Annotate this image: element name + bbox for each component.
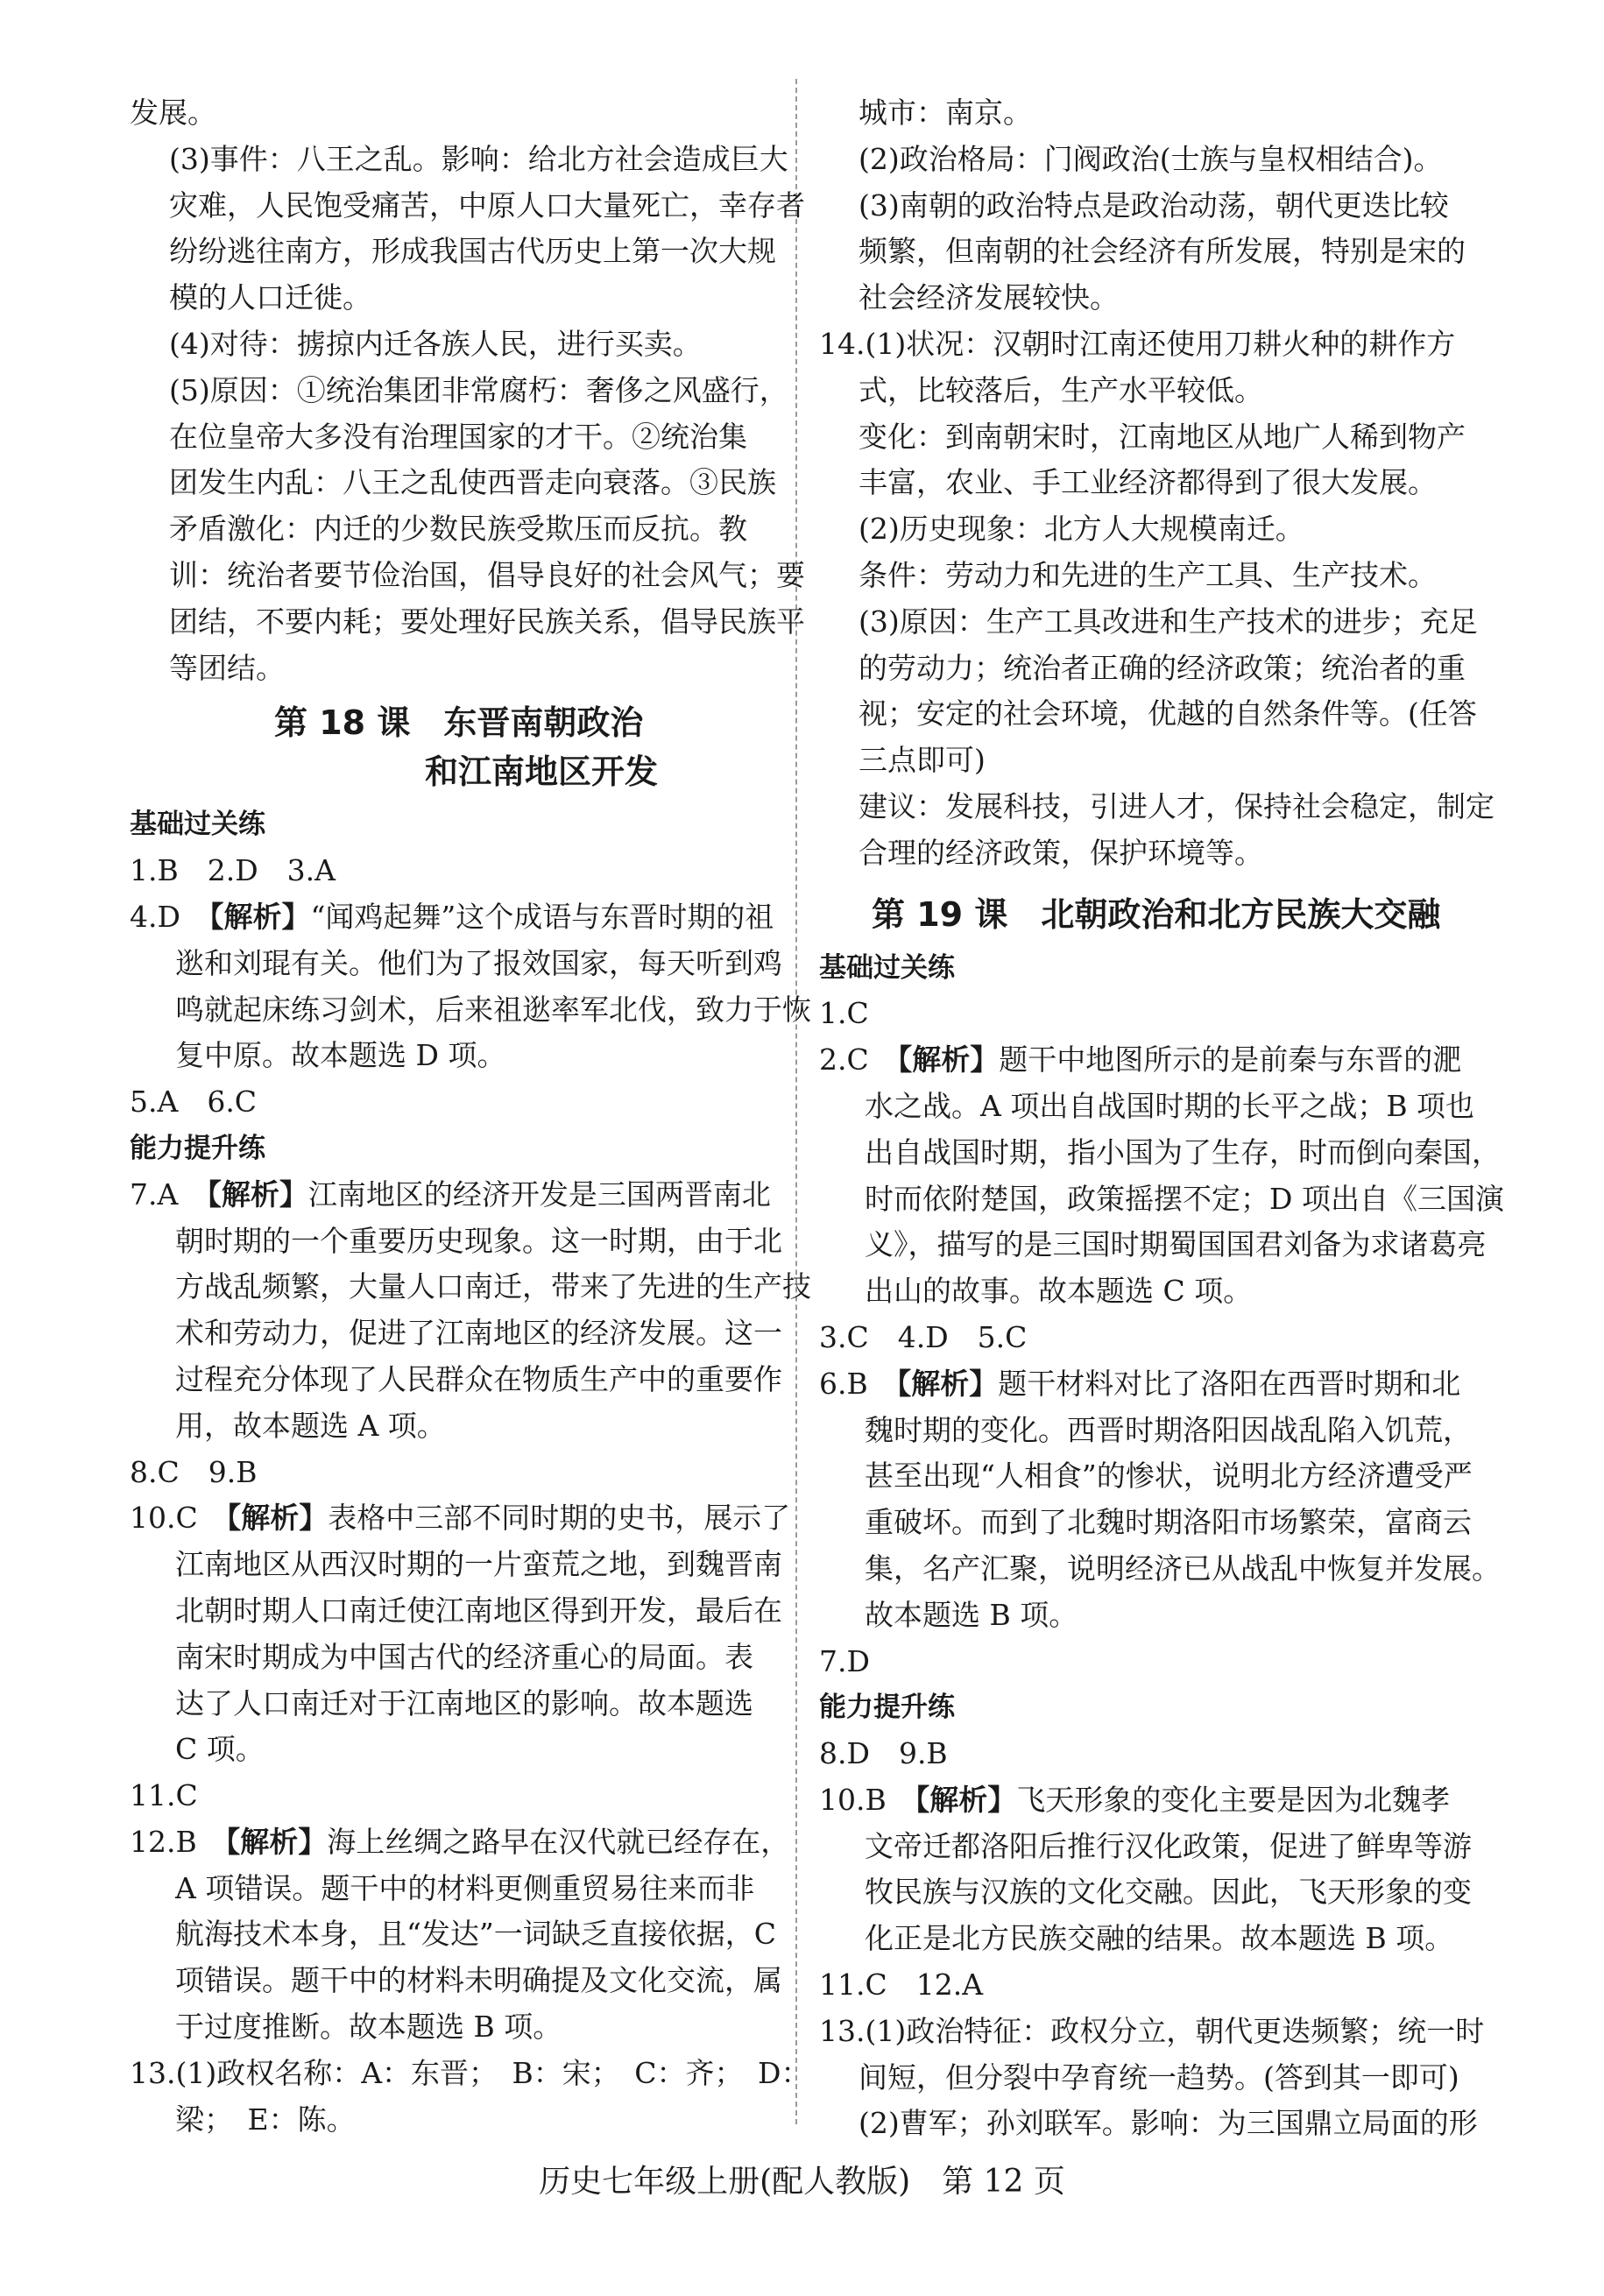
text-line: 达了人口南迁对于江南地区的影响。故本题选 xyxy=(175,1685,753,1720)
analysis-text: “闻鸡起舞”这个成语与东晋时期的祖 xyxy=(310,899,774,934)
answer-line xyxy=(130,1819,790,1866)
text-line: 项错误。题干中的材料未明确提及文化交流，属 xyxy=(175,1963,782,1998)
text-line: 训：统治者要节俭治国，倡导良好的社会风气；要 xyxy=(169,557,805,592)
answer-line xyxy=(130,894,787,941)
text-line: (3)事件：八王之乱。影响：给北方社会造成巨大 xyxy=(169,141,788,176)
answer-line: 11.C xyxy=(130,1778,198,1813)
answer-line: 1.C xyxy=(819,996,869,1031)
text-line: 条件：劳动力和先进的生产工具、生产技术。 xyxy=(859,557,1437,592)
analysis-tag: 【解析】 xyxy=(896,1366,999,1401)
text-line: 文帝迁都洛阳后推行汉化政策，促进了鲜卑等游 xyxy=(865,1828,1472,1863)
analysis-text: 江南地区的经济开发是三国两晋南北 xyxy=(307,1176,771,1212)
text-line: 模的人口迁徙。 xyxy=(169,280,371,315)
text-line: 航海技术本身，且“发达”一词缺乏直接依据，C xyxy=(175,1917,776,1952)
text-line: 魏时期的变化。西晋时期洛阳因战乱陷入饥荒， xyxy=(865,1412,1472,1447)
answer-number: 6.B xyxy=(819,1366,897,1401)
answer-line xyxy=(130,1172,787,1219)
text-line: 在位皇帝大多没有治理国家的才干。②统治集 xyxy=(169,419,747,454)
right-column xyxy=(819,90,1504,2147)
text-line: 团发生内乱：八王之乱使西晋走向衰落。③民族 xyxy=(169,465,776,500)
text-line: 南宋时期成为中国古代的经济重心的局面。表 xyxy=(175,1639,753,1674)
answer-number: 10.C xyxy=(130,1501,227,1536)
text-line: 用，故本题选 A 项。 xyxy=(175,1408,446,1443)
analysis-text: 题干材料对比了洛阳在西晋时期和北 xyxy=(998,1366,1461,1401)
text-line: 城市：南京。 xyxy=(859,95,1032,130)
text-line: 故本题选 B 项。 xyxy=(865,1597,1078,1632)
text-line: (2)政治格局：门阀政治(士族与皇权相结合)。 xyxy=(859,141,1443,176)
answer-line: 11.C 12.A xyxy=(819,1967,984,2003)
page-footer: 历史七年级上册(配人教版) 第 12 页 xyxy=(539,2164,1065,2200)
text-line: 复中原。故本题选 D 项。 xyxy=(175,1038,506,1073)
answer-line xyxy=(130,1495,791,1542)
text-line: (5)原因：①统治集团非常腐朽：奢侈之风盛行， xyxy=(169,372,788,407)
text-line: 重破坏。而到了北魏时期洛阳市场繁荣，富商云 xyxy=(865,1505,1472,1540)
text-line: A 项错误。题干中的材料更侧重贸易往来而非 xyxy=(175,1870,755,1905)
left-column xyxy=(130,90,811,2143)
text-line: 三点即可) xyxy=(859,743,986,778)
answer-line xyxy=(819,1777,1476,1824)
answer-number: 2.C xyxy=(819,1042,898,1077)
answer-number: 7.A xyxy=(130,1176,208,1212)
text-line: 梁； E：陈。 xyxy=(175,2102,356,2137)
answer-number: 10.B xyxy=(819,1782,915,1817)
answer-line: 1.B 2.D 3.A xyxy=(130,853,336,888)
text-line: 灾难，人民饱受痛苦，中原人口大量死亡，幸存者 xyxy=(169,187,805,223)
text-line: 化正是北方民族交融的结果。故本题选 B 项。 xyxy=(865,1921,1454,1956)
text-line: 视；安定的社会环境，优越的自然条件等。(任答 xyxy=(859,696,1477,731)
section-heading-basic: 基础过关练 xyxy=(130,809,265,841)
text-line: 团结，不要内耗；要处理好民族关系，倡导民族平 xyxy=(169,604,805,639)
text-line: (3)原因：生产工具改进和生产技术的进步；充足 xyxy=(859,604,1478,639)
text-line: 频繁，但南朝的社会经济有所发展，特别是宋的 xyxy=(859,234,1466,269)
text-line: C 项。 xyxy=(175,1732,265,1767)
analysis-text: 题干中地图所示的是前秦与东晋的淝 xyxy=(999,1042,1462,1077)
answer-number: 4.D xyxy=(130,899,209,934)
analysis-tag: 【解析】 xyxy=(225,1824,328,1859)
text-line: 的劳动力；统治者正确的经济政策；统治者的重 xyxy=(859,650,1466,685)
text-line: 等团结。 xyxy=(169,650,285,685)
analysis-tag: 【解析】 xyxy=(207,1176,308,1212)
text-line: 牧民族与汉族的文化交融。因此，飞天形象的变 xyxy=(865,1875,1472,1910)
text-line: 集，名产汇聚，说明经济已从战乱中恢复并发展。 xyxy=(865,1551,1501,1586)
text-line: 合理的经济政策，保护环境等。 xyxy=(859,835,1263,870)
section-heading-ability: 能力提升练 xyxy=(819,1692,955,1724)
text-line: (2)曹军；孙刘联军。影响：为三国鼎立局面的形 xyxy=(859,2106,1478,2141)
text-line: 逖和刘琨有关。他们为了报效国家，每天听到鸡 xyxy=(175,945,782,980)
answer-line: 8.D 9.B xyxy=(819,1736,948,1771)
text-line: 建议：发展科技，引进人才，保持社会稳定，制定 xyxy=(859,788,1494,823)
lesson19-title: 第 19 课 北朝政治和北方民族大交融 xyxy=(872,894,1441,934)
answer-line: 13.(1)政治特征：政权分立，朝代更迭频繁；统一时 xyxy=(819,2013,1485,2048)
answer-line xyxy=(819,1361,1476,1408)
text-line: 北朝时期人口南迁使江南地区得到开发，最后在 xyxy=(175,1593,782,1628)
text-line: 出山的故事。故本题选 C 项。 xyxy=(865,1274,1253,1309)
text-line: 江南地区从西汉时期的一片蛮荒之地，到魏晋南 xyxy=(175,1547,782,1582)
lesson17-answers xyxy=(130,90,805,691)
text-line: 鸣就起床练习剑术，后来祖逖率军北伐，致力于恢 xyxy=(175,992,811,1027)
answer-line: 3.C 4.D 5.C xyxy=(819,1319,1028,1354)
section-heading-basic: 基础过关练 xyxy=(819,951,955,984)
text-line: (3)南朝的政治特点是政治动荡，朝代更迭比较 xyxy=(859,187,1449,223)
text-line: 纷纷逃往南方，形成我国古代历史上第一次大规 xyxy=(169,234,776,269)
answer-line: 14.(1)状况：汉朝时江南还使用刀耕火种的耕作方 xyxy=(819,326,1456,361)
text-line: 发展。 xyxy=(130,95,216,130)
answer-line: 13.(1)政权名称：A：东晋； B：宋； C：齐； D： xyxy=(130,2055,810,2090)
section-heading-ability: 能力提升练 xyxy=(130,1132,265,1164)
text-line: 术和劳动力，促进了江南地区的经济发展。这一 xyxy=(175,1316,782,1351)
text-line: 变化：到南朝宋时，江南地区从地广人稀到物产 xyxy=(859,419,1466,454)
answer-line: 7.D xyxy=(819,1643,870,1678)
lesson18-subtitle: 和江南地区开发 xyxy=(425,752,659,792)
analysis-text: 表格中三部不同时期的史书，展示了 xyxy=(328,1501,791,1536)
text-line: 丰富，农业、手工业经济都得到了很大发展。 xyxy=(859,465,1437,500)
text-line: 矛盾激化：内迁的少数民族受欺压而反抗。教 xyxy=(169,512,747,547)
analysis-tag: 【解析】 xyxy=(208,899,311,934)
analysis-tag: 【解析】 xyxy=(897,1042,1000,1077)
text-line: 过程充分体现了人民群众在物质生产中的重要作 xyxy=(175,1361,782,1396)
text-line: 时而依附楚国，政策摇摆不定；D 项出自《三国演 xyxy=(865,1181,1504,1216)
analysis-tag: 【解析】 xyxy=(226,1501,329,1536)
text-line: 水之战。A 项出自战国时期的长平之战；B 项也 xyxy=(865,1088,1475,1123)
analysis-tag: 【解析】 xyxy=(915,1782,1017,1817)
lesson18-title: 第 18 课 东晋南朝政治 xyxy=(274,703,644,743)
text-line: 朝时期的一个重要历史现象。这一时期，由于北 xyxy=(175,1223,782,1258)
answer-number: 12.B xyxy=(130,1824,226,1859)
answer-line: 5.A 6.C xyxy=(130,1084,258,1120)
answer-line xyxy=(819,1037,1476,1084)
text-line: 义》，描写的是三国时期蜀国国君刘备为求诸葛亮 xyxy=(865,1227,1487,1262)
column-divider xyxy=(795,79,797,2124)
answer-line: 8.C 9.B xyxy=(130,1454,258,1489)
analysis-text: 飞天形象的变化主要是因为北魏孝 xyxy=(1016,1782,1451,1817)
text-line: (4)对待：掳掠内迁各族人民，进行买卖。 xyxy=(169,326,702,361)
text-line: 式，比较落后，生产水平较低。 xyxy=(859,372,1263,407)
text-line: 甚至出现“人相食”的惨状，说明北方经济遭受严 xyxy=(865,1459,1473,1494)
text-line: 间短，但分裂中孕育统一趋势。(答到其一即可) xyxy=(859,2059,1459,2095)
text-line: (2)历史现象：北方人大规模南迁。 xyxy=(859,512,1304,547)
text-line: 出自战国时期，指小国为了生存，时而倒向秦国， xyxy=(865,1134,1501,1169)
analysis-text: 海上丝绸之路早在汉代就已经存在， xyxy=(327,1824,790,1859)
text-line: 方战乱频繁，大量人口南迁，带来了先进的生产技 xyxy=(175,1269,811,1304)
text-line: 于过度推断。故本题选 B 项。 xyxy=(175,2010,562,2045)
text-line: 社会经济发展较快。 xyxy=(859,280,1119,315)
